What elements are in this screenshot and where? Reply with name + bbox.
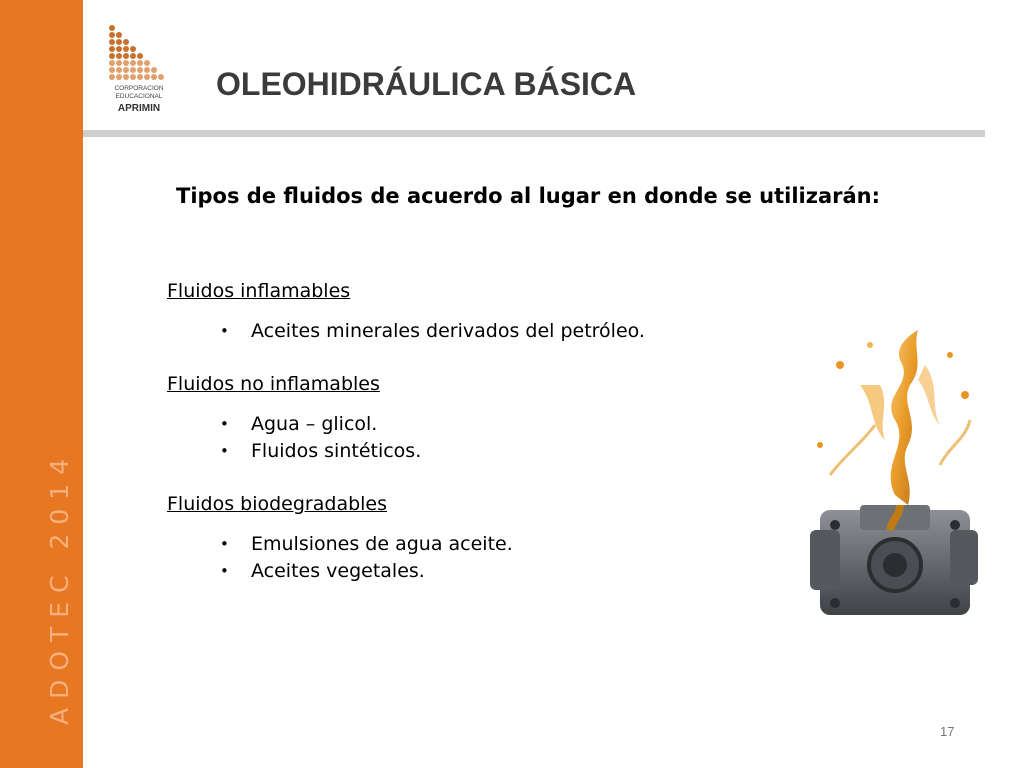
logo-caption [104, 85, 174, 101]
flammable-list [167, 318, 727, 345]
logo-caption-line2: EDUCACIONAL [115, 93, 163, 100]
list-item: • Agua – glicol. [167, 411, 727, 438]
slide-title: OLEOHIDRÁULICA BÁSICA [216, 66, 637, 102]
logo-caption-line1: CORPORACION [114, 85, 164, 92]
list-item: • Fluidos sintéticos. [167, 438, 727, 465]
slide-subtitle: Tipos de fluidos de acuerdo al lugar en donde se utilizarán: [176, 184, 880, 208]
fluid-types-content [167, 278, 727, 611]
logo-brand-text: APRIMIN [117, 103, 161, 114]
list-item: • Aceites vegetales. [167, 558, 727, 585]
list-item: • Aceites minerales derivados del petróleo. [167, 318, 727, 345]
section-heading-non-flammable: Fluidos no inflamables [167, 373, 380, 395]
biodegradable-list [167, 531, 727, 585]
hydraulic-pump-oil-splash-image [800, 325, 980, 625]
list-item: • Emulsiones de agua aceite. [167, 531, 727, 558]
section-heading-biodegradable: Fluidos biodegradables [167, 493, 388, 515]
side-watermark-text: ADOTEC 2014 [45, 449, 74, 725]
page-number: 17 [940, 724, 955, 739]
title-divider [83, 130, 985, 137]
section-heading-flammable: Fluidos inflamables [167, 280, 351, 302]
non-flammable-list [167, 411, 727, 465]
